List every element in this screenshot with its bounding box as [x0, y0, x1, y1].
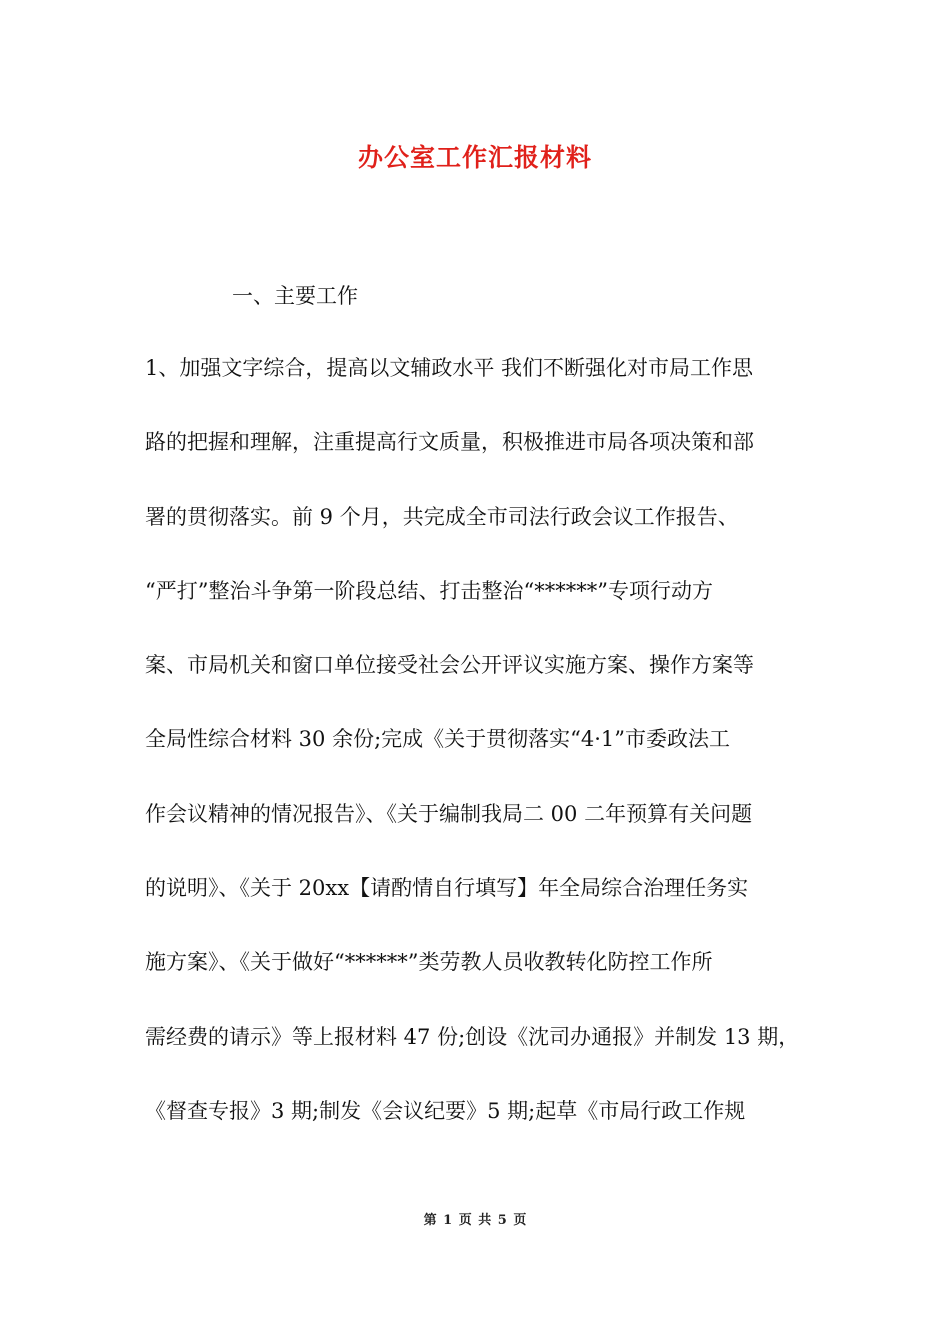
body-line: 署的贯彻落实。前 9 个月，共完成全市司法行政会议工作报告、 — [145, 504, 739, 529]
body-line: 全局性综合材料 30 余份;完成《关于贯彻落实“4·1”市委政法工 — [145, 727, 731, 752]
body-line: 路的把握和理解，注重提高行文质量，积极推进市局各项决策和部 — [145, 430, 754, 455]
body-line: 案、市局机关和窗口单位接受社会公开评议实施方案、操作方案等 — [145, 653, 754, 678]
section-heading: 一、主要工作 — [232, 284, 358, 308]
document-title: 办公室工作汇报材料 — [357, 143, 592, 172]
body-line: 作会议精神的情况报告》、《关于编制我局二 00 二年预算有关问题 — [145, 801, 753, 826]
body-text — [145, 354, 815, 1171]
body-line: 施方案》、《关于做好“******”类劳教人员收教转化防控工作所 — [145, 950, 713, 975]
body-line: 需经费的请示》等上报材料 47 份;创设《沈司办通报》并制发 13 期， — [145, 1024, 800, 1049]
body-line: 1、加强文字综合，提高以文辅政水平 我们不断强化对市局工作思 — [145, 356, 754, 380]
body-line: 的说明》、《关于 20xx【请酌情自行填写】年全局综合治理任务实 — [145, 876, 749, 901]
page-number-footer: 第 1 页 共 5 页 — [423, 1213, 527, 1228]
body-line: “严打”整治斗争第一阶段总结、打击整治“******”专项行动方 — [145, 578, 713, 603]
body-line: 《督查专报》3 期;制发《会议纪要》5 期;起草《市局行政工作规 — [145, 1098, 746, 1123]
